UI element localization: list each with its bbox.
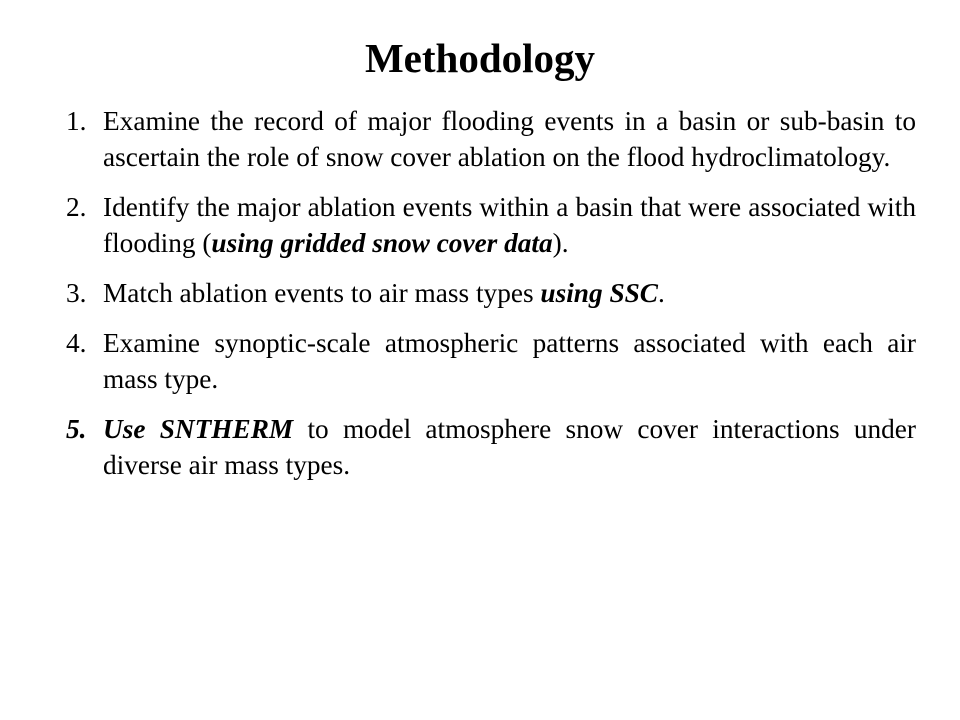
list-item-5 — [66, 411, 916, 483]
item-text: Match ablation events to air mass types — [103, 278, 541, 308]
item-text: Identify the major ablation events within a basin that were associated with flooding ( — [103, 192, 916, 258]
item-text-end: to model atmosphere snow cover interactions under diverse air mass types. — [103, 414, 917, 480]
list-item-1 — [66, 103, 916, 175]
item-number: 3. — [66, 278, 87, 308]
item-number: 2. — [66, 192, 87, 222]
item-text-end: . — [658, 278, 665, 308]
list-item-3 — [66, 275, 916, 311]
item-text: Examine the record of major flooding events in a basin or sub-basin to ascertain the role of snow cover ablation on the flood hydroclimatology. — [103, 106, 916, 172]
methodology-list — [66, 103, 916, 497]
list-item-4 — [66, 325, 916, 397]
item-emphasis: Use SNTHERM — [103, 414, 294, 444]
item-number: 1. — [66, 106, 87, 136]
slide-title: Methodology — [364, 35, 596, 81]
item-number: 4. — [66, 328, 87, 358]
item-number: 5. — [66, 414, 87, 444]
item-text: Examine synoptic-scale atmospheric patterns associated with each air mass type. — [103, 328, 916, 394]
item-emphasis: using gridded snow cover data — [211, 228, 553, 258]
item-text-end: ). — [552, 228, 569, 258]
item-emphasis: using SSC — [540, 278, 659, 308]
list-item-2 — [66, 189, 916, 261]
